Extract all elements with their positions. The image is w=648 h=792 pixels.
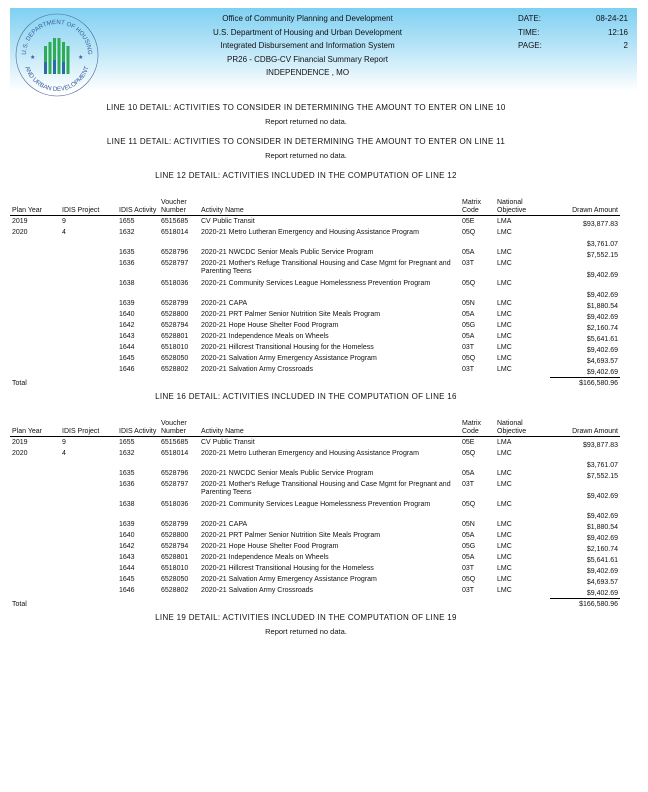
table-row	[10, 501, 620, 521]
idis-activity-cell: 1638	[119, 501, 135, 508]
activity-name-cell: 2020-21 Metro Lutheran Emergency and Housing Assistance Program	[201, 450, 419, 457]
drawn-amount-cell: $7,552.15	[586, 251, 618, 259]
drawn-amount-cell: $2,160.74	[586, 545, 618, 553]
national-objective-cell: LMC	[497, 311, 512, 318]
system-name: Integrated Disbursement and Information System	[220, 41, 395, 50]
voucher-number-cell: 6528802	[161, 587, 189, 594]
col-idis-activity: IDIS Activity	[117, 199, 159, 216]
drawn-amount-cell: $9,402.69	[586, 512, 618, 520]
voucher-number-cell: 6528801	[161, 554, 189, 561]
plan-year-cell	[10, 311, 60, 322]
table-row	[10, 366, 620, 378]
voucher-number-cell: 6528050	[161, 355, 189, 362]
drawn-amount-cell: $3,761.07	[586, 461, 618, 469]
svg-text:U.S. DEPARTMENT OF HOUSING	[21, 19, 93, 55]
table-row	[10, 333, 620, 344]
activity-name-cell: 2020-21 Community Services League Homelessness Prevention Program	[201, 280, 431, 287]
voucher-number-cell: 6515685	[159, 216, 199, 230]
idis-project-cell: 9	[60, 216, 117, 230]
plan-year-cell	[10, 521, 60, 532]
table-row	[10, 280, 620, 300]
date-label: DATE:	[518, 14, 541, 23]
national-objective-cell: LMC	[497, 333, 512, 340]
col-national-objective: National Objective	[495, 199, 550, 216]
activity-name-cell: 2020-21 Hope House Shelter Food Program	[201, 322, 339, 329]
idis-activity-cell: 1644	[119, 565, 135, 572]
col-idis-activity: IDIS Activity	[117, 420, 159, 437]
table-row	[10, 481, 620, 501]
idis-project-cell	[60, 565, 117, 576]
national-objective-cell: LMC	[497, 554, 512, 561]
col-matrix-code: Matrix Code	[460, 420, 495, 437]
matrix-code-cell: 05G	[462, 322, 476, 329]
matrix-code-cell: 05Q	[462, 355, 476, 362]
national-objective-cell: LMC	[497, 576, 512, 583]
page-label: PAGE:	[518, 41, 542, 50]
report-meta	[518, 12, 628, 53]
table-row	[10, 311, 620, 322]
table-row	[10, 260, 620, 280]
drawn-amount-cell: $9,402.69	[586, 534, 618, 542]
report-title-block	[160, 12, 455, 80]
drawn-amount-cell: $1,880.54	[586, 302, 618, 310]
matrix-code-cell: 05G	[462, 543, 476, 550]
idis-project-cell	[60, 249, 117, 260]
table-row	[10, 543, 620, 554]
voucher-number-cell: 6518036	[161, 280, 189, 287]
matrix-code-cell: 03T	[462, 366, 475, 373]
table-row	[10, 532, 620, 543]
time-label: TIME:	[518, 27, 540, 37]
idis-project-cell	[60, 333, 117, 344]
idis-project-cell	[60, 260, 117, 280]
table-row	[10, 450, 620, 470]
plan-year-cell	[10, 565, 60, 576]
activity-name-cell: 2020-21 Salvation Army Emergency Assistance Program	[201, 576, 377, 583]
hud-seal-logo	[14, 12, 100, 98]
line11-title: LINE 11 DETAIL: ACTIVITIES TO CONSIDER IN DETERMINING THE AMOUNT TO ENTER ON LINE 11	[106, 137, 506, 146]
drawn-amount-cell: $93,877.83	[550, 437, 620, 451]
line19-note: Report returned no data.	[265, 627, 347, 636]
matrix-code-cell: 05Q	[462, 280, 476, 287]
page-value: 2	[623, 41, 628, 50]
activity-name-cell: 2020-21 NWCDC Senior Meals Public Service Program	[201, 470, 374, 477]
matrix-code-cell: 05E	[460, 437, 495, 451]
activity-name-cell: 2020-21 Metro Lutheran Emergency and Housing Assistance Program	[201, 229, 419, 236]
idis-project-cell	[60, 366, 117, 378]
drawn-amount-cell: $5,641.61	[586, 335, 618, 343]
table-row	[10, 229, 620, 249]
col-matrix-code: Matrix Code	[460, 199, 495, 216]
plan-year-cell	[10, 470, 60, 481]
activity-name-cell: 2020-21 PRT Palmer Senior Nutrition Site Meals Program	[201, 532, 381, 539]
plan-year-cell	[10, 344, 60, 355]
matrix-code-cell: 03T	[462, 344, 475, 351]
time-value: 12:16	[607, 27, 628, 37]
plan-year-cell	[10, 587, 60, 599]
drawn-amount-cell: $9,402.69	[586, 567, 618, 575]
idis-project-cell	[60, 543, 117, 554]
idis-activity-cell: 1644	[119, 344, 135, 351]
national-objective-cell: LMC	[497, 565, 512, 572]
table-row	[10, 249, 620, 260]
national-objective-cell: LMC	[497, 322, 512, 329]
matrix-code-cell: 05Q	[462, 229, 476, 236]
voucher-number-cell: 6528796	[161, 470, 189, 477]
activity-name-cell: 2020-21 Mother's Refuge Transitional Housing and Case Mgmt for Pregnant and Parenting Teens	[201, 260, 451, 276]
table-row	[10, 216, 620, 230]
plan-year-cell	[10, 576, 60, 587]
office-name: Office of Community Planning and Development	[222, 14, 393, 23]
plan-year-cell: 2019	[10, 216, 60, 230]
plan-year-cell	[10, 300, 60, 311]
idis-activity-cell: 1635	[119, 470, 135, 477]
total-row	[10, 599, 620, 613]
line10-note: Report returned no data.	[265, 117, 347, 126]
plan-year-cell	[10, 322, 60, 333]
activity-name-cell: CV Public Transit	[199, 216, 460, 230]
drawn-amount-cell: $9,402.69	[586, 271, 618, 279]
table-row	[10, 470, 620, 481]
activity-name-cell: 2020-21 Hillcrest Transitional Housing for the Homeless	[201, 565, 374, 572]
matrix-code-cell: 05Q	[462, 576, 476, 583]
idis-project-cell	[60, 481, 117, 501]
plan-year-cell	[10, 543, 60, 554]
national-objective-cell: LMC	[497, 521, 512, 528]
drawn-amount-cell: $9,402.69	[586, 589, 618, 597]
matrix-code-cell: 03T	[462, 587, 475, 594]
idis-project-cell: 9	[60, 437, 117, 451]
voucher-number-cell: 6528796	[161, 249, 189, 256]
voucher-number-cell: 6515685	[159, 437, 199, 451]
idis-activity-cell: 1632	[119, 450, 135, 457]
plan-year-cell	[10, 355, 60, 366]
drawn-amount-cell: $9,402.69	[586, 313, 618, 321]
plan-year-cell	[10, 280, 60, 300]
idis-activity-cell: 1640	[119, 311, 135, 318]
activity-name-cell: 2020-21 Hillcrest Transitional Housing for the Homeless	[201, 344, 374, 351]
idis-activity-cell: 1643	[119, 554, 135, 561]
national-objective-cell: LMC	[497, 344, 512, 351]
national-objective-cell: LMC	[497, 249, 512, 256]
idis-project-cell	[60, 501, 117, 521]
idis-activity-cell: 1632	[119, 229, 135, 236]
idis-activity-cell: 1646	[119, 366, 135, 373]
voucher-number-cell: 6528050	[161, 576, 189, 583]
national-objective-cell: LMC	[497, 587, 512, 594]
idis-project-cell: 4	[62, 229, 66, 236]
voucher-number-cell: 6528801	[161, 333, 189, 340]
idis-project-cell	[60, 532, 117, 543]
activity-name-cell: 2020-21 Salvation Army Emergency Assistance Program	[201, 355, 377, 362]
idis-activity-cell: 1643	[119, 333, 135, 340]
idis-project-cell	[60, 322, 117, 333]
department-name: U.S. Department of Housing and Urban Development	[213, 27, 402, 37]
national-objective-cell: LMC	[497, 300, 512, 307]
total-row	[10, 378, 620, 392]
idis-project-cell	[60, 280, 117, 300]
col-drawn-amount: Drawn Amount	[550, 420, 620, 437]
voucher-number-cell: 6518010	[161, 565, 189, 572]
plan-year-cell: 2020	[12, 229, 28, 236]
idis-activity-cell: 1638	[119, 280, 135, 287]
activity-name-cell: 2020-21 Independence Meals on Wheels	[201, 333, 329, 340]
idis-activity-cell: 1646	[119, 587, 135, 594]
activity-name-cell: 2020-21 Community Services League Homelessness Prevention Program	[201, 501, 431, 508]
drawn-amount-cell: $9,402.69	[586, 291, 618, 299]
plan-year-cell	[10, 333, 60, 344]
seal-text-bottom: AND URBAN DEVELOPMENT	[23, 65, 91, 94]
col-idis-project: IDIS Project	[60, 199, 117, 216]
idis-activity-cell: 1639	[119, 300, 135, 307]
national-objective-cell: LMC	[497, 355, 512, 362]
table-row	[10, 437, 620, 451]
matrix-code-cell: 05A	[462, 532, 475, 539]
matrix-code-cell: 03T	[462, 260, 475, 267]
national-objective-cell: LMC	[497, 366, 512, 373]
national-objective-cell: LMC	[497, 532, 512, 539]
idis-activity-cell: 1642	[119, 322, 135, 329]
drawn-amount-cell: $3,761.07	[586, 240, 618, 248]
plan-year-cell	[10, 554, 60, 565]
activity-name-cell: 2020-21 CAPA	[201, 300, 248, 307]
idis-project-cell	[60, 576, 117, 587]
total-amount: $166,580.96	[550, 378, 620, 392]
line12-table	[10, 199, 620, 391]
national-objective-cell: LMA	[495, 437, 550, 451]
national-objective-cell: LMC	[497, 470, 512, 477]
voucher-number-cell: 6518014	[161, 450, 189, 457]
idis-activity-cell: 1645	[119, 355, 135, 362]
activity-name-cell: CV Public Transit	[199, 437, 460, 451]
idis-activity-cell: 1655	[117, 216, 159, 230]
drawn-amount-cell: $5,641.61	[586, 556, 618, 564]
table-row	[10, 344, 620, 355]
matrix-code-cell: 05A	[462, 311, 475, 318]
idis-project-cell	[60, 355, 117, 366]
national-objective-cell: LMC	[497, 481, 512, 488]
plan-year-cell: 2019	[10, 437, 60, 451]
table-row	[10, 576, 620, 587]
national-objective-cell: LMA	[495, 216, 550, 230]
table-row	[10, 355, 620, 366]
voucher-number-cell: 6518036	[161, 501, 189, 508]
total-amount: $166,580.96	[550, 599, 620, 613]
table-row	[10, 587, 620, 599]
idis-project-cell	[60, 587, 117, 599]
voucher-number-cell: 6528800	[161, 311, 189, 318]
line16-title: LINE 16 DETAIL: ACTIVITIES INCLUDED IN THE COMPUTATION OF LINE 16	[155, 392, 457, 401]
voucher-number-cell: 6528799	[161, 300, 189, 307]
drawn-amount-cell: $93,877.83	[550, 216, 620, 230]
voucher-number-cell: 6528800	[161, 532, 189, 539]
activity-name-cell: 2020-21 Independence Meals on Wheels	[201, 554, 329, 561]
drawn-amount-cell: $9,402.69	[586, 346, 618, 354]
activity-name-cell: 2020-21 CAPA	[201, 521, 248, 528]
plan-year-cell: 2020	[12, 450, 28, 457]
total-label: Total	[12, 379, 27, 387]
idis-activity-cell: 1636	[119, 260, 135, 267]
matrix-code-cell: 05Q	[462, 501, 476, 508]
idis-activity-cell: 1636	[119, 481, 135, 488]
drawn-amount-cell: $7,552.15	[586, 472, 618, 480]
voucher-number-cell: 6528794	[161, 322, 189, 329]
table-row	[10, 554, 620, 565]
activity-name-cell: 2020-21 PRT Palmer Senior Nutrition Site Meals Program	[201, 311, 381, 318]
plan-year-cell	[10, 501, 60, 521]
voucher-number-cell: 6528802	[161, 366, 189, 373]
idis-activity-cell: 1635	[119, 249, 135, 256]
line16-table	[10, 420, 620, 612]
drawn-amount-cell: $1,880.54	[586, 523, 618, 531]
report-header	[10, 8, 637, 94]
total-label: Total	[12, 600, 27, 608]
idis-project-cell	[60, 311, 117, 322]
national-objective-cell: LMC	[497, 260, 512, 267]
voucher-number-cell: 6528797	[161, 481, 189, 488]
svg-text:★: ★	[78, 55, 84, 61]
date-value: 08-24-21	[595, 14, 628, 23]
plan-year-cell	[10, 366, 60, 378]
table-row	[10, 521, 620, 532]
matrix-code-cell: 05A	[462, 554, 475, 561]
col-activity-name: Activity Name	[199, 420, 460, 437]
national-objective-cell: LMC	[497, 229, 512, 236]
col-plan-year: Plan Year	[10, 199, 60, 216]
line11-note: Report returned no data.	[265, 151, 347, 160]
plan-year-cell	[10, 260, 60, 280]
national-objective-cell: LMC	[497, 543, 512, 550]
table-row	[10, 300, 620, 311]
drawn-amount-cell: $2,160.74	[586, 324, 618, 332]
idis-project-cell	[60, 344, 117, 355]
plan-year-cell	[10, 532, 60, 543]
col-voucher-number: Voucher Number	[159, 420, 199, 437]
col-plan-year: Plan Year	[10, 420, 60, 437]
col-activity-name: Activity Name	[199, 199, 460, 216]
idis-activity-cell: 1639	[119, 521, 135, 528]
svg-text:★: ★	[30, 55, 36, 61]
voucher-number-cell: 6528794	[161, 543, 189, 550]
national-objective-cell: LMC	[497, 450, 512, 457]
matrix-code-cell: 05A	[462, 249, 475, 256]
drawn-amount-cell: $9,402.69	[586, 492, 618, 500]
matrix-code-cell: 05E	[460, 216, 495, 230]
idis-activity-cell: 1655	[117, 437, 159, 451]
idis-activity-cell: 1645	[119, 576, 135, 583]
matrix-code-cell: 05A	[462, 470, 475, 477]
table-row	[10, 565, 620, 576]
drawn-amount-cell: $4,693.57	[586, 357, 618, 365]
matrix-code-cell: 05N	[462, 521, 475, 528]
plan-year-cell	[10, 481, 60, 501]
col-national-objective: National Objective	[495, 420, 550, 437]
idis-project-cell	[60, 300, 117, 311]
table-header-row	[10, 199, 620, 216]
voucher-number-cell: 6528799	[161, 521, 189, 528]
matrix-code-cell: 05Q	[462, 450, 476, 457]
voucher-number-cell: 6518010	[161, 344, 189, 351]
voucher-number-cell: 6528797	[161, 260, 189, 267]
idis-project-cell	[60, 554, 117, 565]
matrix-code-cell: 05N	[462, 300, 475, 307]
idis-project-cell	[60, 521, 117, 532]
drawn-amount-cell: $4,693.57	[586, 578, 618, 586]
activity-name-cell: 2020-21 Mother's Refuge Transitional Housing and Case Mgmt for Pregnant and Parenting Teens	[201, 481, 451, 497]
voucher-number-cell: 6518014	[161, 229, 189, 236]
line10-title: LINE 10 DETAIL: ACTIVITIES TO CONSIDER IN DETERMINING THE AMOUNT TO ENTER ON LINE 10	[106, 103, 506, 112]
line12-title: LINE 12 DETAIL: ACTIVITIES INCLUDED IN THE COMPUTATION OF LINE 12	[155, 171, 457, 180]
seal-text-top: U.S. DEPARTMENT OF HOUSING	[20, 18, 94, 56]
plan-year-cell	[10, 249, 60, 260]
idis-activity-cell: 1640	[119, 532, 135, 539]
activity-name-cell: 2020-21 Hope House Shelter Food Program	[201, 543, 339, 550]
national-objective-cell: LMC	[497, 501, 512, 508]
svg-text:AND URBAN DEVELOPMENT	[23, 65, 90, 93]
matrix-code-cell: 03T	[462, 565, 475, 572]
table-header-row	[10, 420, 620, 437]
line19-title: LINE 19 DETAIL: ACTIVITIES INCLUDED IN THE COMPUTATION OF LINE 19	[155, 613, 457, 622]
idis-project-cell: 4	[62, 450, 66, 457]
report-name: PR26 - CDBG-CV Financial Summary Report	[227, 54, 388, 64]
national-objective-cell: LMC	[497, 280, 512, 287]
col-idis-project: IDIS Project	[60, 420, 117, 437]
drawn-amount-cell: $9,402.69	[586, 368, 618, 376]
activity-name-cell: 2020-21 Salvation Army Crossroads	[201, 366, 314, 373]
activity-name-cell: 2020-21 NWCDC Senior Meals Public Service Program	[201, 249, 374, 256]
col-voucher-number: Voucher Number	[159, 199, 199, 216]
idis-activity-cell: 1642	[119, 543, 135, 550]
grantee-name: INDEPENDENCE , MO	[265, 68, 350, 77]
col-drawn-amount: Drawn Amount	[550, 199, 620, 216]
idis-project-cell	[60, 470, 117, 481]
matrix-code-cell: 03T	[462, 481, 475, 488]
matrix-code-cell: 05A	[462, 333, 475, 340]
activity-name-cell: 2020-21 Salvation Army Crossroads	[201, 587, 314, 594]
table-row	[10, 322, 620, 333]
